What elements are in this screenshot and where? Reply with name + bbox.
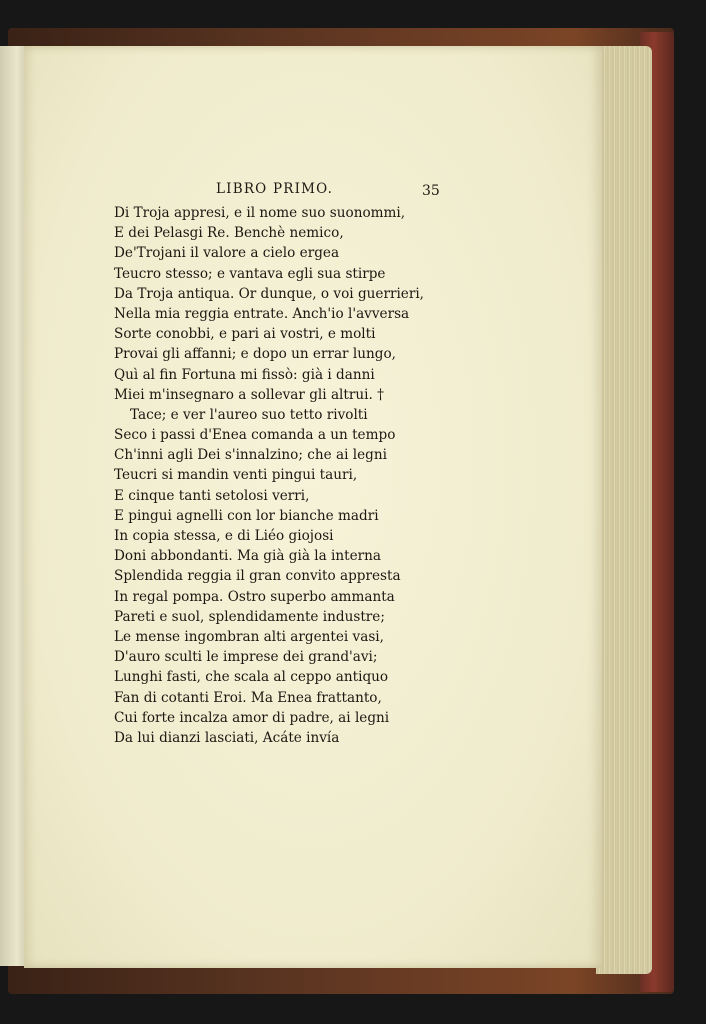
verse-line: Seco i passi d'Enea comanda a un tempo	[114, 427, 396, 444]
verse-line: Doni abbondanti. Ma già già la interna	[114, 548, 382, 565]
verse-text	[114, 203, 444, 748]
verse-line: Teucro stesso; e vantava egli sua stirpe	[114, 265, 386, 282]
verse-line: D'auro sculti le imprese dei grand'avi;	[114, 649, 378, 666]
verse-line: Pareti e suol, splendidamente industre;	[114, 608, 385, 625]
page-stack-edge	[596, 46, 652, 974]
verse-line: In copia stessa, e di Liéo giojosi	[114, 528, 334, 544]
verse-line: Quì al fin Fortuna mi fissò: già i danni	[114, 366, 375, 383]
left-page-edge	[0, 46, 24, 966]
verse-line: E cinque tanti setolosi verri,	[114, 487, 310, 504]
verse-line: Fan di cotanti Eroi. Ma Enea frattanto,	[114, 689, 382, 706]
verse-line: Sorte conobbi, e pari ai vostri, e molti	[114, 326, 376, 343]
verse-line: Nella mia reggia entrate. Anch'io l'avversa	[114, 305, 410, 322]
verse-line: Di Troja appresi, e il nome suo suonommi,	[114, 205, 406, 221]
verse-line: E pingui agnelli con lor bianche madri	[114, 507, 379, 524]
page-number: 35	[422, 183, 440, 199]
verse-line: Cui forte incalza amor di padre, ai legni	[114, 709, 390, 726]
running-title: LIBRO PRIMO.	[216, 181, 334, 197]
verse-line: Provai gli affanni; e dopo un errar lungo,	[114, 346, 396, 363]
verse-line: Le mense ingombran alti argentei vasi,	[114, 628, 384, 645]
verse-line: Da lui dianzi lasciati, Acáte invía	[114, 729, 340, 746]
verse-line: In regal pompa. Ostro superbo ammanta	[114, 588, 395, 605]
verse-line: De'Trojani il valore a cielo ergea	[114, 245, 340, 262]
verse-line: Tace; e ver l'aureo suo tetto rivolti	[130, 406, 368, 423]
verse-line: Lunghi fasti, che scala al ceppo antiquo	[114, 669, 389, 686]
verse-line: E dei Pelasgi Re. Benchè nemico,	[114, 225, 344, 242]
page-header	[196, 181, 440, 201]
verse-line: Teucri si mandin venti pingui tauri,	[114, 467, 358, 484]
verse-line: Splendida reggia il gran convito appresta	[114, 568, 401, 585]
verse-line: Da Troja antiqua. Or dunque, o voi guerrieri,	[114, 285, 425, 302]
verse-line: Ch'inni agli Dei s'innalzino; che ai legni	[114, 447, 387, 464]
verse-line: Miei m'insegnaro a sollevar gli altrui. †	[114, 386, 384, 403]
